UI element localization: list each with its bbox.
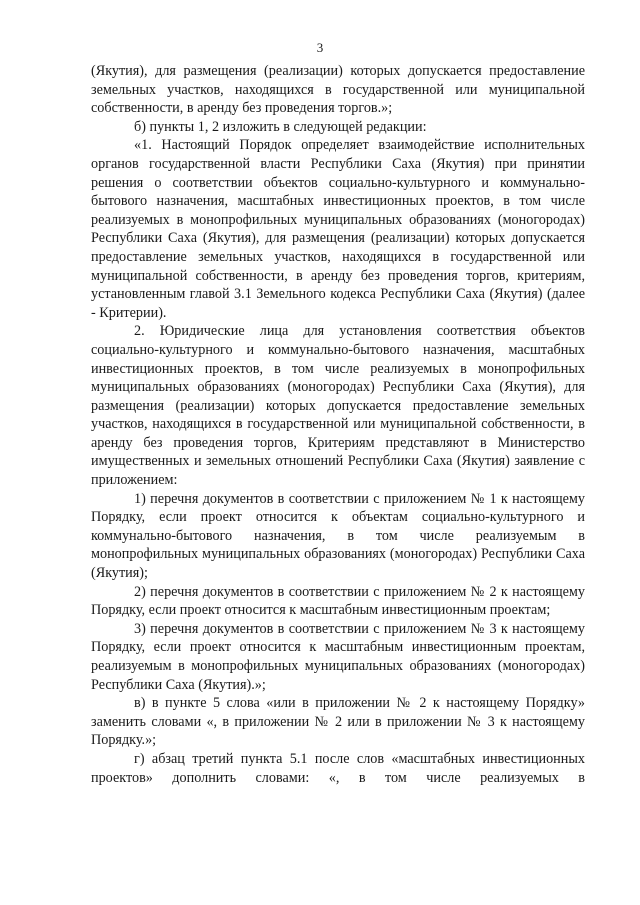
paragraph-1: (Якутия), для размещения (реализации) которых допускается предоставление земельных участков, находящихся в государственной или муниципальной собственности, в аренду без проведения торгов.»;: [91, 63, 585, 117]
paragraph-4: 2. Юридические лица для установления соответствия объектов социально-культурного и коммунально-бытового назначения, масштабных инвестиционных проектов, в том числе реализуемых в монопрофильных муниципальных образованиях (моногородах) Республики Саха (Якутия), для размещения (реализации) которых допускается предоставление земельных участков, находящихся в государственной или муниципальной собственности, в аренду без проведения торгов, Критериям представляют в Министерство имущественных и земельных отношений Республики Саха (Якутия) заявление с приложением:: [91, 323, 585, 489]
paragraph-8: в) в пункте 5 слова «или в приложении № 2 к настоящему Порядку» заменить словами «, в приложении № 2 или в приложении № 3 к настоящему Порядку.»;: [91, 695, 585, 749]
page-number: 3: [316, 40, 324, 55]
document-body: [91, 62, 585, 787]
paragraph-2: б) пункты 1, 2 изложить в следующей редакции:: [134, 118, 427, 135]
paragraph-9: г) абзац третий пункта 5.1 после слов «масштабных инвестиционных проектов» дополнить словами: «, в том числе реализуемых в: [91, 750, 585, 786]
paragraph-7: 3) перечня документов в соответствии с приложением № 3 к настоящему Порядку, если проект относится к масштабным инвестиционным проектам, реализуемым в монопрофильных муниципальных образованиях (моногородах) Республики Саха (Якутия).»;: [91, 620, 585, 693]
paragraph-6: 2) перечня документов в соответствии с приложением № 2 к настоящему Порядку, если проект относится к масштабным инвестиционным проектам;: [91, 583, 585, 619]
paragraph-5: 1) перечня документов в соответствии с приложением № 1 к настоящему Порядку, если проект относится к объектам социально-культурного и коммунально-бытового назначения, в том числе реализуемым в монопрофильных муниципальных образованиях (моногородах) Республики Саха (Якутия);: [91, 490, 585, 582]
paragraph-3: «1. Настоящий Порядок определяет взаимодействие исполнительных органов государственной власти Республики Саха (Якутия) при принятии решения о соответствии объектов социально-культурного и коммунально-бытового назначения, масштабных инвестиционных проектов, в том числе реализуемых в монопрофильных муниципальных образованиях (моногородах) Республики Саха (Якутия), для размещения (реализации) которых допускается предоставление земельных участков, находящихся в государственной или муниципальной собственности, в аренду без проведения торгов, критериям, установленным главой 3.1 Земельного кодекса Республики Саха (Якутия) (далее - Критерии).: [91, 137, 585, 321]
